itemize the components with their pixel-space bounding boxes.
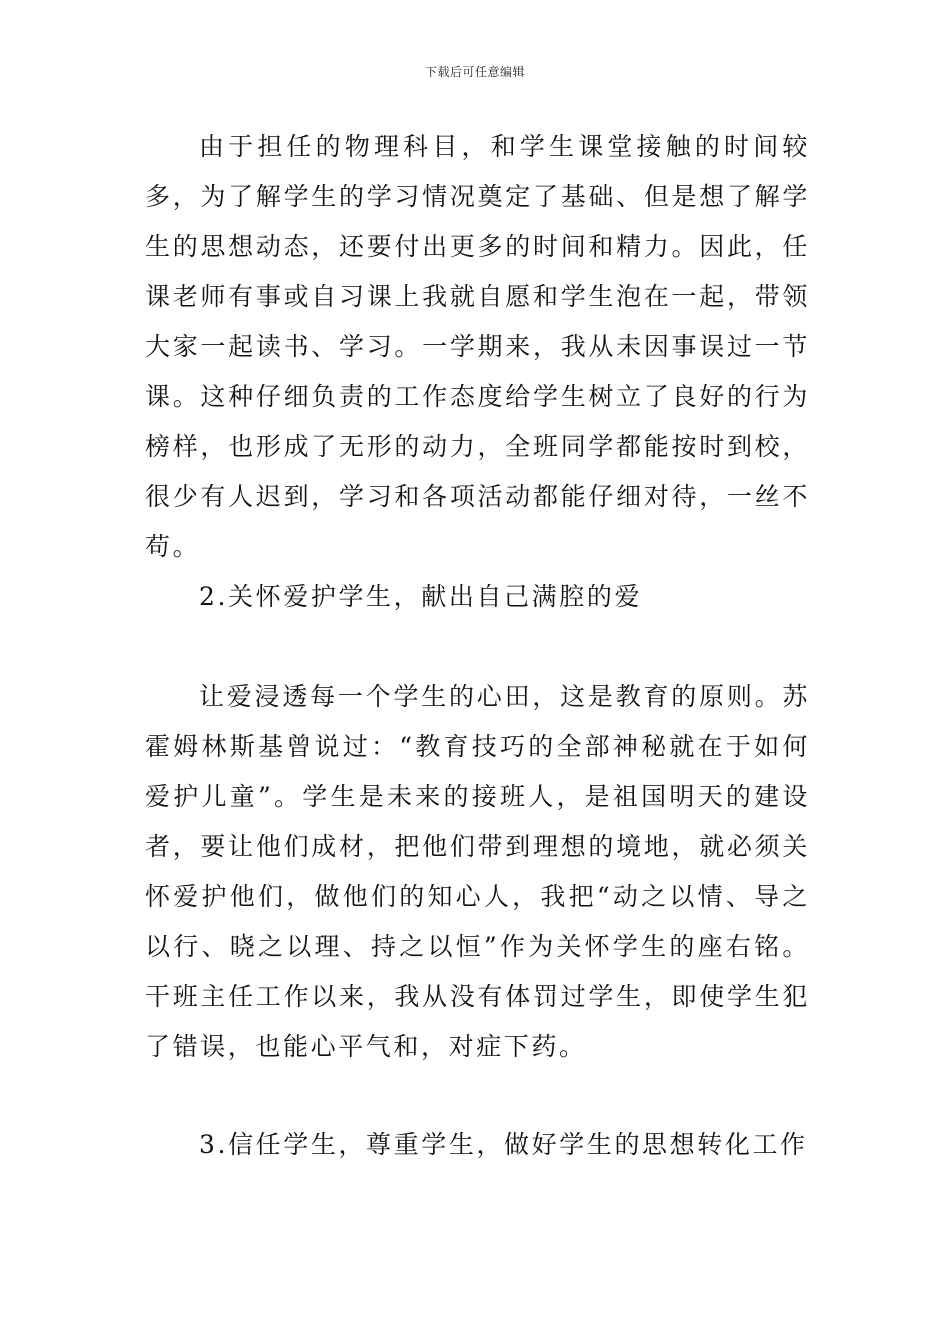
section-heading-2: 2.关怀爱护学生，献出自己满腔的爱: [199, 582, 643, 611]
section-heading-3: 3.信任学生，尊重学生，做好学生的思想转化工作: [199, 1130, 808, 1159]
page-header: 下载后可任意编辑: [424, 65, 525, 79]
paragraph-teaching-attitude: 由于担任的物理科目，和学生课堂接触的时间较多，为了解学生的学习情况奠定了基础、但是想了解学生的思想动态，还要付出更多的时间和精力。因此，任课老师有事或自习课上我就自愿和学生泡在一起，带领大家一起读书、学习。一学期来，我从未因事误过一节课。这种仔细负责的工作态度给学生树立了良好的行为榜样，也形成了无形的动力，全班同学都能按时到校，很少有人迟到，学习和各项活动都能仔细对待，一丝不苟。: [145, 132, 810, 561]
paragraph-care-for-students: 让爱浸透每一个学生的心田，这是教育的原则。苏霍姆林斯基曾说过：“教育技巧的全部神秘就在于如何爱护儿童”。学生是未来的接班人，是祖国明天的建设者，要让他们成材，把他们带到理想的境地，就必须关怀爱护他们，做他们的知心人，我把“动之以情、导之以行、晓之以理、持之以恒”作为关怀学生的座右铭。干班主任工作以来，我从没有体罚过学生，即使学生犯了错误，也能心平气和，对症下药。: [145, 682, 810, 1061]
